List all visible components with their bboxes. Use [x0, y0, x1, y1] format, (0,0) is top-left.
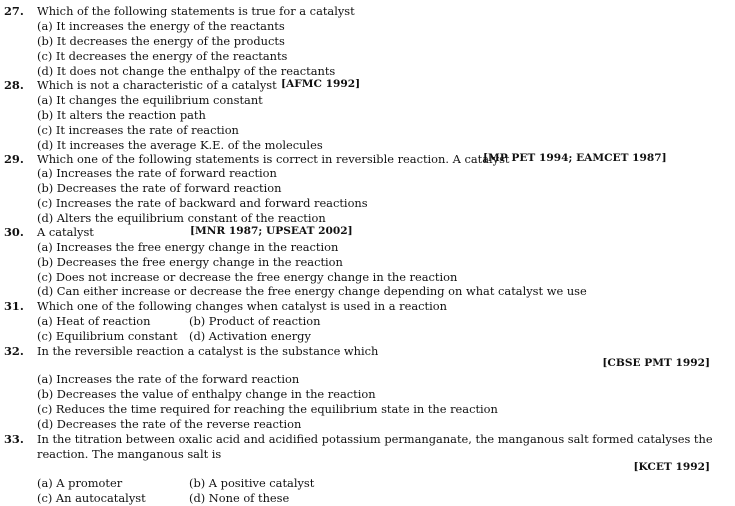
option-c: (c) Equilibrium constant [37, 329, 178, 343]
exam-source: [MP PET 1994; EAMCET 1987] [483, 152, 667, 164]
option-b: (b) A positive catalyst [189, 476, 315, 490]
question-number: 30. [4, 225, 24, 239]
option-a: (a) A promoter [37, 476, 123, 490]
question-text: Which one of the following changes when catalyst is used in a reaction [37, 299, 447, 313]
exam-source: [MNR 1987; UPSEAT 2002] [190, 225, 353, 237]
question-number: 27. [4, 4, 24, 18]
exam-source: [KCET 1992] [633, 461, 710, 473]
option-d: (d) Alters the equilibrium constant of the reaction [37, 211, 326, 225]
option-c: (c) Increases the rate of backward and forward reactions [37, 196, 368, 210]
option-d: (d) Activation energy [189, 329, 311, 343]
option-c: (c) Reduces the time required for reaching the equilibrium state in the reaction [37, 402, 498, 416]
option-c: (c) Does not increase or decrease the free energy change in the reaction [37, 270, 458, 284]
option-c: (c) It decreases the energy of the reactants [37, 49, 288, 63]
exam-source: [CBSE PMT 1992] [602, 357, 710, 369]
exam-source: [AFMC 1992] [281, 78, 361, 90]
option-d: (d) Decreases the rate of the reverse reaction [37, 417, 302, 431]
question-number: 29. [4, 152, 24, 166]
question-text: Which of the following statements is true for a catalyst [37, 4, 355, 18]
question-number: 32. [4, 344, 24, 358]
option-a: (a) It changes the equilibrium constant [37, 93, 263, 107]
option-b: (b) Decreases the rate of forward reaction [37, 181, 282, 195]
question-number: 31. [4, 299, 24, 313]
option-b: (b) It alters the reaction path [37, 108, 206, 122]
option-a: (a) Increases the rate of forward reaction [37, 166, 277, 180]
option-d: (d) It does not change the enthalpy of the reactants [37, 64, 336, 78]
option-b: (b) Decreases the free energy change in the reaction [37, 255, 343, 269]
option-c: (c) It increases the rate of reaction [37, 123, 239, 137]
question-text: In the reversible reaction a catalyst is the substance which [37, 344, 379, 358]
option-b: (b) Decreases the value of enthalpy change in the reaction [37, 387, 376, 401]
question-text: In the titration between oxalic acid and acidified potassium permanganate, the manganous salt formed catalyses the reaction. The manganous salt is [37, 432, 713, 461]
option-d: (d) Can either increase or decrease the free energy change depending on what catalyst we use [37, 284, 587, 298]
option-a: (a) It increases the energy of the reactants [37, 19, 285, 33]
option-a: (a) Increases the rate of the forward reaction [37, 372, 300, 386]
option-a: (a) Heat of reaction [37, 314, 151, 328]
question-number: 28. [4, 78, 24, 92]
option-b: (b) It decreases the energy of the products [37, 34, 285, 48]
option-d: (d) It increases the average K.E. of the molecules [37, 138, 323, 152]
question-text: Which one of the following statements is correct in reversible reaction. A catalyst [37, 152, 510, 166]
question-number: 33. [4, 432, 24, 446]
option-c: (c) An autocatalyst [37, 491, 146, 505]
option-d: (d) None of these [189, 491, 290, 505]
question-text: Which is not a characteristic of a catalyst [37, 78, 277, 92]
option-b: (b) Product of reaction [189, 314, 321, 328]
question-text: A catalyst [37, 225, 94, 239]
option-a: (a) Increases the free energy change in the reaction [37, 240, 339, 254]
